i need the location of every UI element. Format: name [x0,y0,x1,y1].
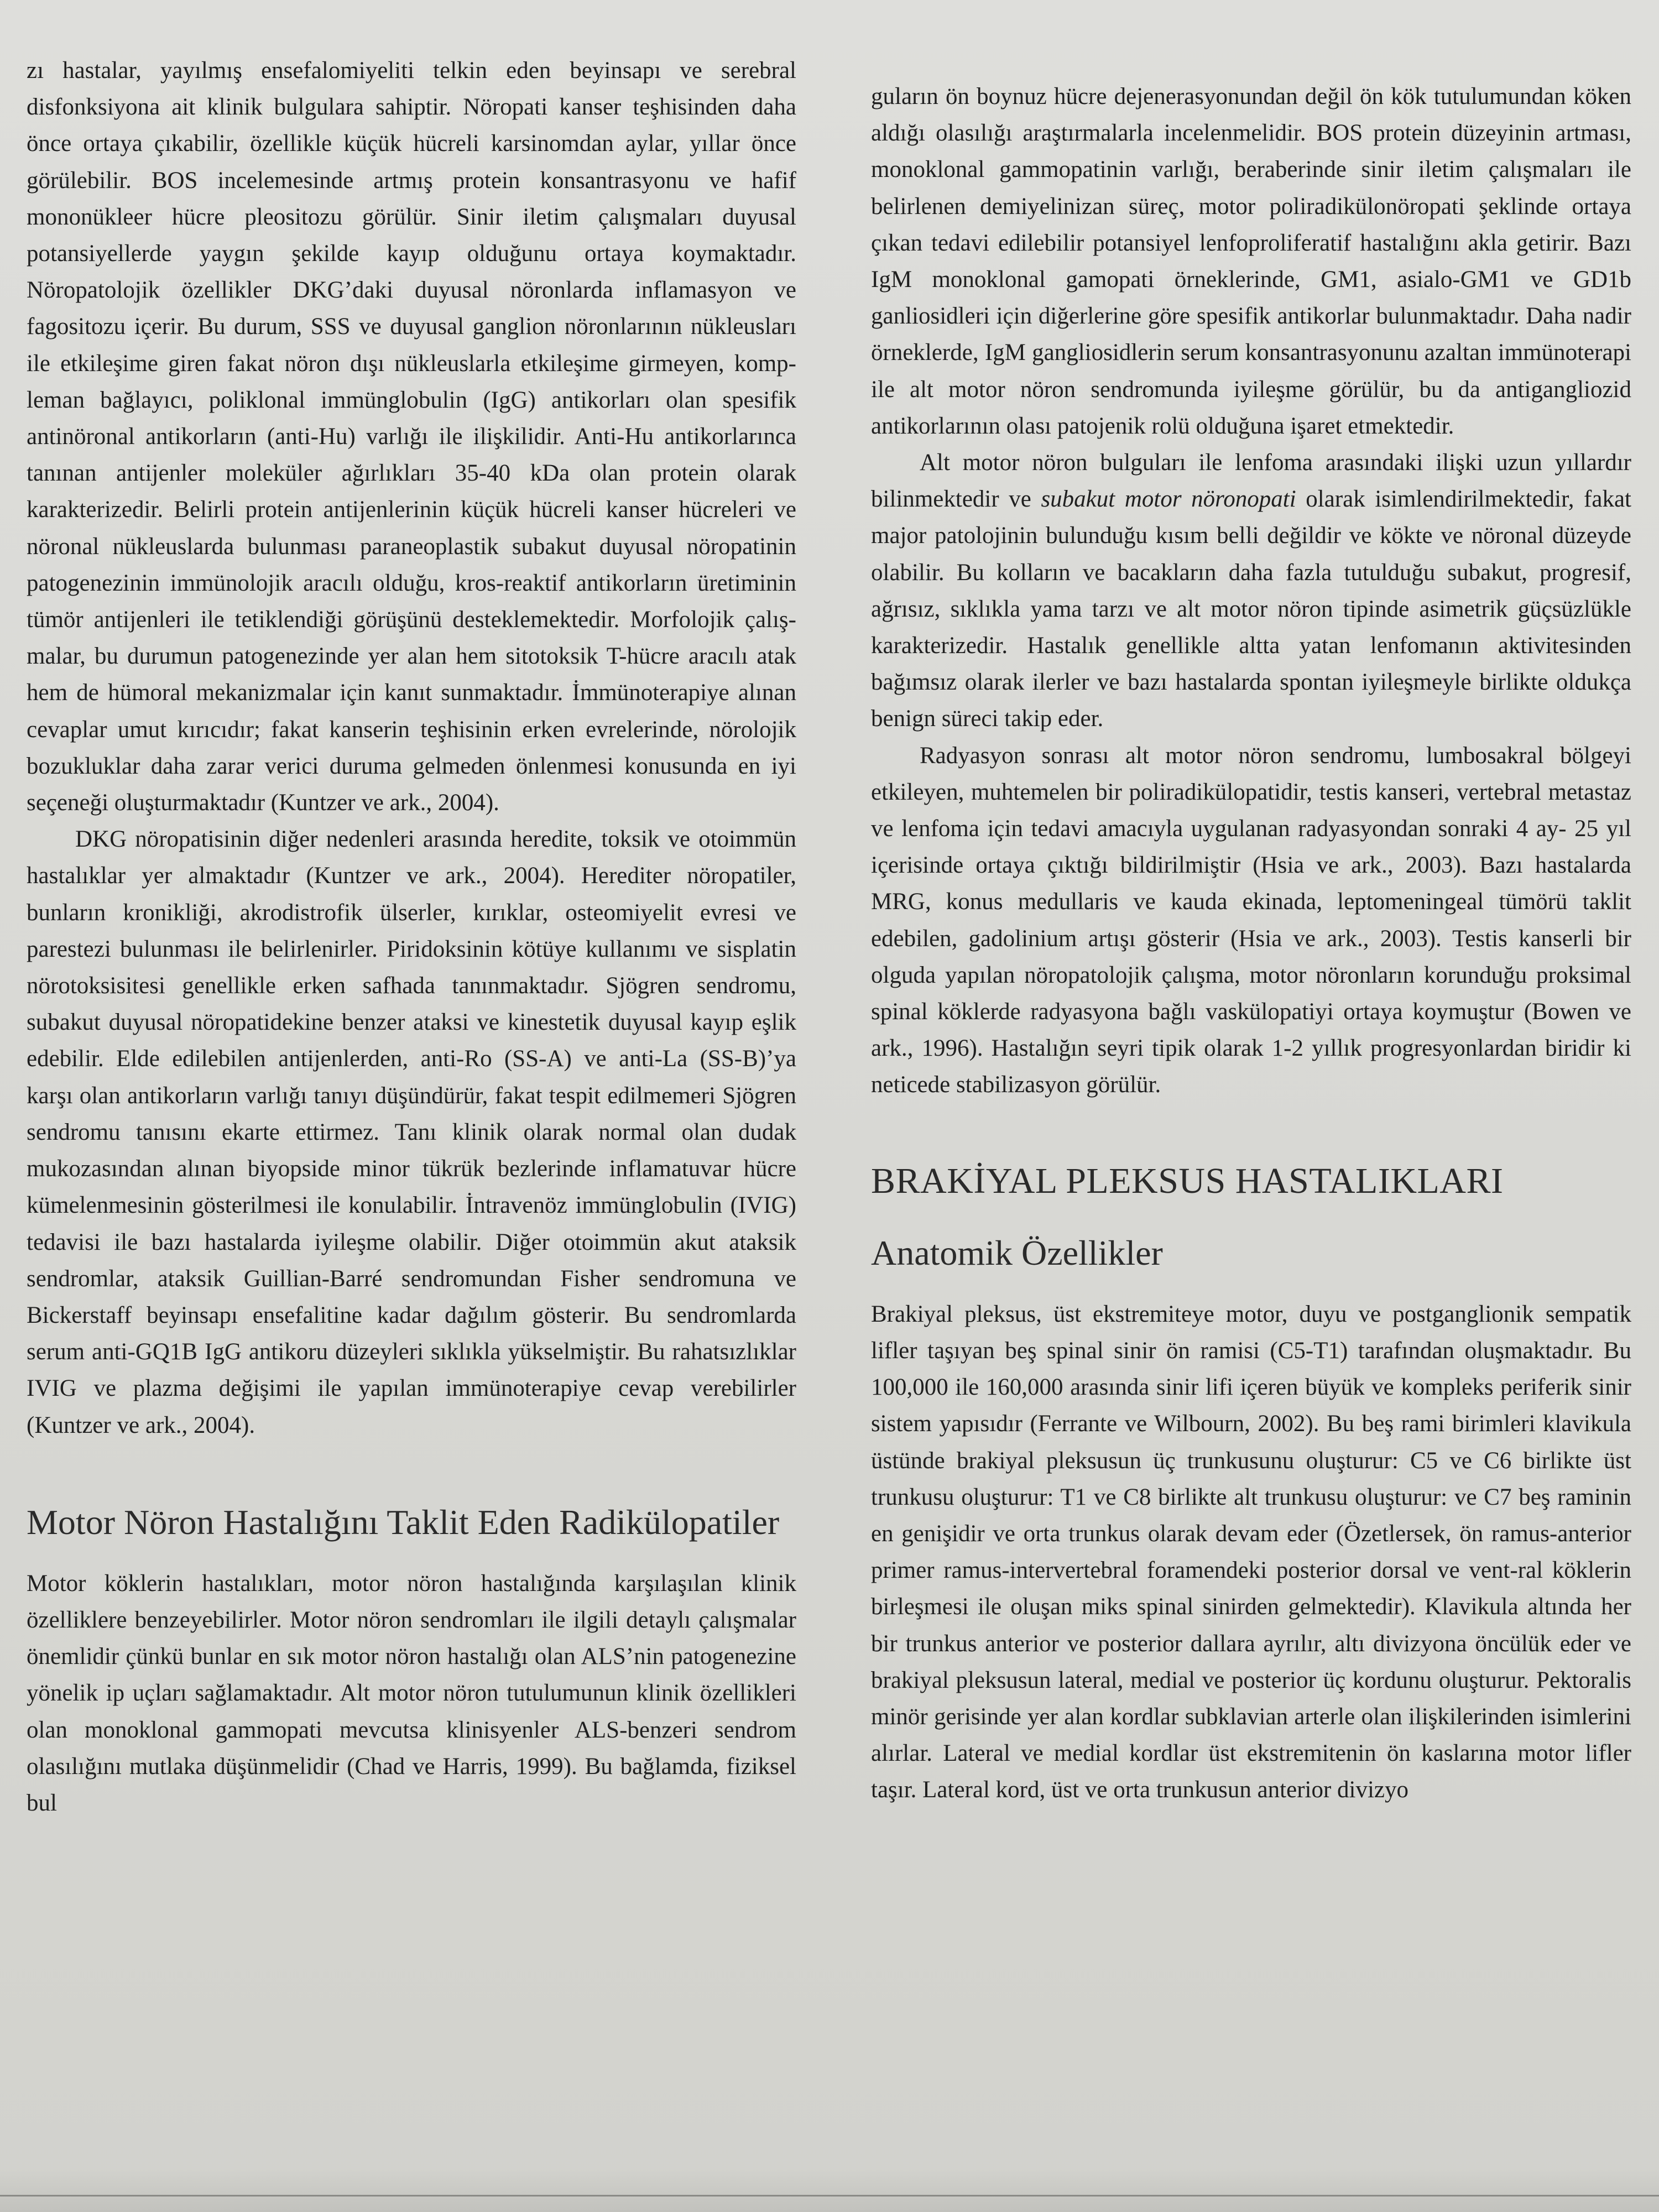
spacer [871,1276,1631,1296]
paragraph-radiation: Radyasyon sonrası alt motor nöron sendromu, lumbosakral bölgeyi etkileyen, muhtemelen bir poliradikülopatidir, testis kanseri, vertebral metastaz ve lenfoma için tedavi amacıyla uygulanan radyasyondan sonraki 4 ay- 25 yıl içerisinde ortaya çıktığı bildirilmiştir (Hsia ve ark., 2003). Bazı hastalarda MRG, konus medullaris ve kauda ekinada, leptomeningeal tümörü taklit edebilen, gadolinium artışı gösterir (Hsia ve ark., 2003). Testis kanserli bir olguda yapılan nöropatolojik çalışma, motor nöronların korunduğu proksimal spinal köklerde radyasyona bağlı vaskülopatiyi ortaya koymuştur (Bowen ve ark., 1996). Hastalığın seyri tipik olarak 1-2 yıllık progresyonlardan biridir ki neticede stabilizasyon görülür. [871,742,1631,1098]
heading-radiculopathies: Motor Nöron Hastalığını Taklit Eden Radikülopatiler [27,1502,780,1542]
spacer [27,1546,796,1566]
heading-anatomical-features: Anatomik Özellikler [871,1233,1163,1272]
spacer [871,1104,1631,1159]
lymphoma-text-end: olarak isimlendirilmektedir, fakat major patolojinin bulunduğu kısım belli değildir ve kökte ve nöronal düzeyde olabilir. Bu kolların ve bacakların daha fazla tutulduğu subakut, progresif, ağrısız, sıklıkla yama tarzı ve alt motor nöron tipinde asimetrik güçsüzlükle karakterizedir. Hastalık genellikle altta yatan lenfomanın aktivitesinden bağımsız olarak ilerler ve bazı hastalarda spontan iyileşmeyle birlikte oldukça benign süreci takip eder. [871,486,1631,732]
paragraph-lymphoma [871,445,1631,738]
spacer [871,1203,1631,1230]
section-heading-brachial-plexus: BRAKİYAL PLEKSUS HASTALIKLARI [871,1160,1504,1201]
right-column [871,79,1631,1809]
left-column [27,53,796,1822]
paragraph-paraneoplastic-neuropathy: zı hastalar, yayılmış ensefalomiyeliti telkin eden beyinsapı ve serebral disfonksiyona ait klinik bulgulara sahiptir. Nöropati kanser teşhisinden daha önce ortaya çıkabilir, özellikle küçük hücreli karsinomdan aylar, yıllar önce görülebilir. BOS incelemesinde artmış protein konsantrasyonu ve hafif mononükleer hücre pleositozu görülür. Sinir iletim çalışmaları duyusal potansiyellerde yaygın şekilde kayıp olduğunu ortaya koymaktadır. Nöropatolojik özellikler DKG’daki duyusal nöronlarda inflamasyon ve fagositozu içerir. Bu durum, SSS ve duyusal ganglion nöronlarının nükleusları ile etkileşime giren fakat nöron dışı nükleuslarla etkileşime girmeyen, kompleman bağlayıcı, poliklonal immünglobulin (IgG) antikorları olan spesifik antinöronal antikorların (anti-Hu) varlığı ile ilişkilidir. Anti-Hu antikorlarınca tanınan antijenler moleküler ağırlıkları 35-40 kDa olan protein olarak karakterizedir. Belirli protein antijenlerinin küçük hücreli kanser hücreleri ve nöronal nükleuslarda bulunması paraneoplastik subakut duyusal nöropatinin patogenezinin immünolojik aracılı olduğu, kros-reaktif antikorların üretiminin tümör antijenleri ile tetiklendiği görüşünü desteklemektedir. Morfolojik çalışmalar, bu durumun patogenezinde yer alan hem sitotoksik T-hücre aracılı atak hem de hümoral mekanizmalar için kanıt sunmaktadır. İmmünoterapiye alınan cevaplar umut kırıcıdır; fakat kanserin teşhisinin erken evrelerinde, nörolojik bozukluklar daha zarar verici duruma gelmeden önlenmesi konusunda en iyi seçeneği oluşturmaktadır (Kuntzer ve ark., 2004). [27,58,796,816]
spacer [27,1444,796,1499]
page-bottom-edge [0,2195,1659,2197]
paragraph-dkg-other-causes: DKG nöropatisinin diğer nedenleri arasında heredite, toksik ve otoimmün hastalıklar yer almaktadır (Kuntzer ve ark., 2004). Herediter nöropatiler, bunların kronikliği, akrodistrofik ülserler, kırıklar, osteomiyelit evresi ve parestezi bulunması ile belirlenirler. Piridoksinin kötüye kullanımı ve sisplatin nörotoksisitesi genellikle erken safhada tanınmaktadır. Sjögren sendromu, subakut duyusal nöropatidekine benzer ataksi ve kinestetik duyusal kayıp eşlik edebilir. Elde edilebilen antijenlerden, anti-Ro (SS-A) ve anti-La (SS-B)’ya karşı olan antikorların varlığı tanıyı düşündürür, fakat tespit edilmemeri Sjögren sendromu tanısını ekarte ettirmez. Tanı klinik olarak normal olan dudak mukozasından alınan biyopside minor tükrük bezlerinde inflamatuvar hücre kümelenmesinin gösterilmesi ile konulabilir. İntravenöz immünglobulin (IVIG) tedavisi ile bazı hastalarda iyileşme olabilir. Diğer otoimmün akut ataksik sendromlar, ataksik Guillian-Barré sendromundan Fisher sendromuna ve Bickerstaff beyinsapı ensefalitine kadar dağılım gösterir. Bu sendromlarda serum anti-GQ1B IgG antikoru düzeyleri sıklıkla yükselmiştir. Bu rahatsızlıklar IVIG ve plazma değişimi ile yapılan immünoterapiye cevap verebilirler (Kuntzer ve ark., 2004). [27,826,796,1438]
lymphoma-text-start: Alt motor nöron bulguları ile lenfoma arasındaki ilişki uzun yıllardır bilinmektedir ve [871,450,1631,513]
page-bottom-shadow [0,2168,1659,2212]
paragraph-anterior-root: guların ön boynuz hücre dejenerasyonundan değil ön kök tutulumundan köken aldığı olasılığı araştırmalarla incelenmelidir. BOS protein düzeyinin artması, monoklonal gammopatinin varlığı, beraberinde sinir iletim çalışmaları ile belirlenen demiyelinizan süreç, motor poliradikülonöropati şeklinde ortaya çıkan tedavi edilebilir potansiyel lenfoproliferatif hastalığını akla getirir. Bazı IgM monoklonal gamopati örneklerinde, GM1, asialo-GM1 ve GD1b ganliosidleri için diğerlerine göre spesifik antikorlar bulunmaktadır. Daha nadir örneklerde, IgM gangliosidlerin serum konsantrasyonunu azaltan immünoterapi ile alt motor nöron sendromunda iyileşme görülür, bu da antigangliozid antikorlarının olası patojenik rolü olduğuna işaret etmektedir. [871,84,1631,439]
paragraph-brachial-anatomy: Brakiyal pleksus, üst ekstremiteye motor, duyu ve postganglionik sempatik lifler taşıyan beş spinal sinir ön ramisi (C5-T1) tarafından oluşmaktadır. Bu 100,000 ile 160,000 arasında sinir lifi içeren büyük ve kompleks periferik sinir sistem yapısıdır (Ferrante ve Wilbourn, 2002). Bu beş rami birimleri klavikula üstünde brakiyal pleksusun üç trunkusunu oluşturur: C5 ve C6 birlikte üst trunkusu oluşturur: T1 ve C8 birlikte alt trunkusu oluşturur: ve C7 beş raminin en genişidir ve orta trunkus olarak devam eder (Özetlersek, ön ramus-anterior primer ramus-intervertebral foramendeki posterior dorsal ve vent-ral köklerin birleşmesi ile oluşan miks spinal sinirden gelmektedir). Klavikula altında her bir trunkus anterior ve posterior dallara ayrılır, altı divizyona öncülük eder ve brakiyal pleksusun lateral, medial ve posterior üç kordunu oluşturur. Pektoralis minör gerisinde yer alan kordlar subklavian arterle olan ilişkilerinden isimlerini alırlar. Lateral ve medial kordlar üst ekstremitenin ön kaslarına motor lifler taşır. Lateral kord, üst ve orta trunkusun anterior divizyo [871,1301,1631,1803]
paragraph-motor-roots: Motor köklerin hastalıkları, motor nöron hastalığında karşılaşılan klinik özelliklere benzeyebilirler. Motor nöron sendromları ile ilgili detaylı çalışmalar önemlidir çünkü bunlar en sık motor nöron hastalığı olan ALS’nin patogenezine yönelik ip uçları sağlamaktadır. Alt motor nöron tutulumunun klinik özellikleri olan monoklonal gammopati mevcutsa klinisyenler ALS-benzeri sendrom olasılığını mutlaka düşünmelidir (Chad ve Harris, 1999). Bu bağlamda, fiziksel bul [27,1570,796,1816]
term-subacute-motor-neuronopathy: subakut motor nöronopati [1041,486,1296,513]
